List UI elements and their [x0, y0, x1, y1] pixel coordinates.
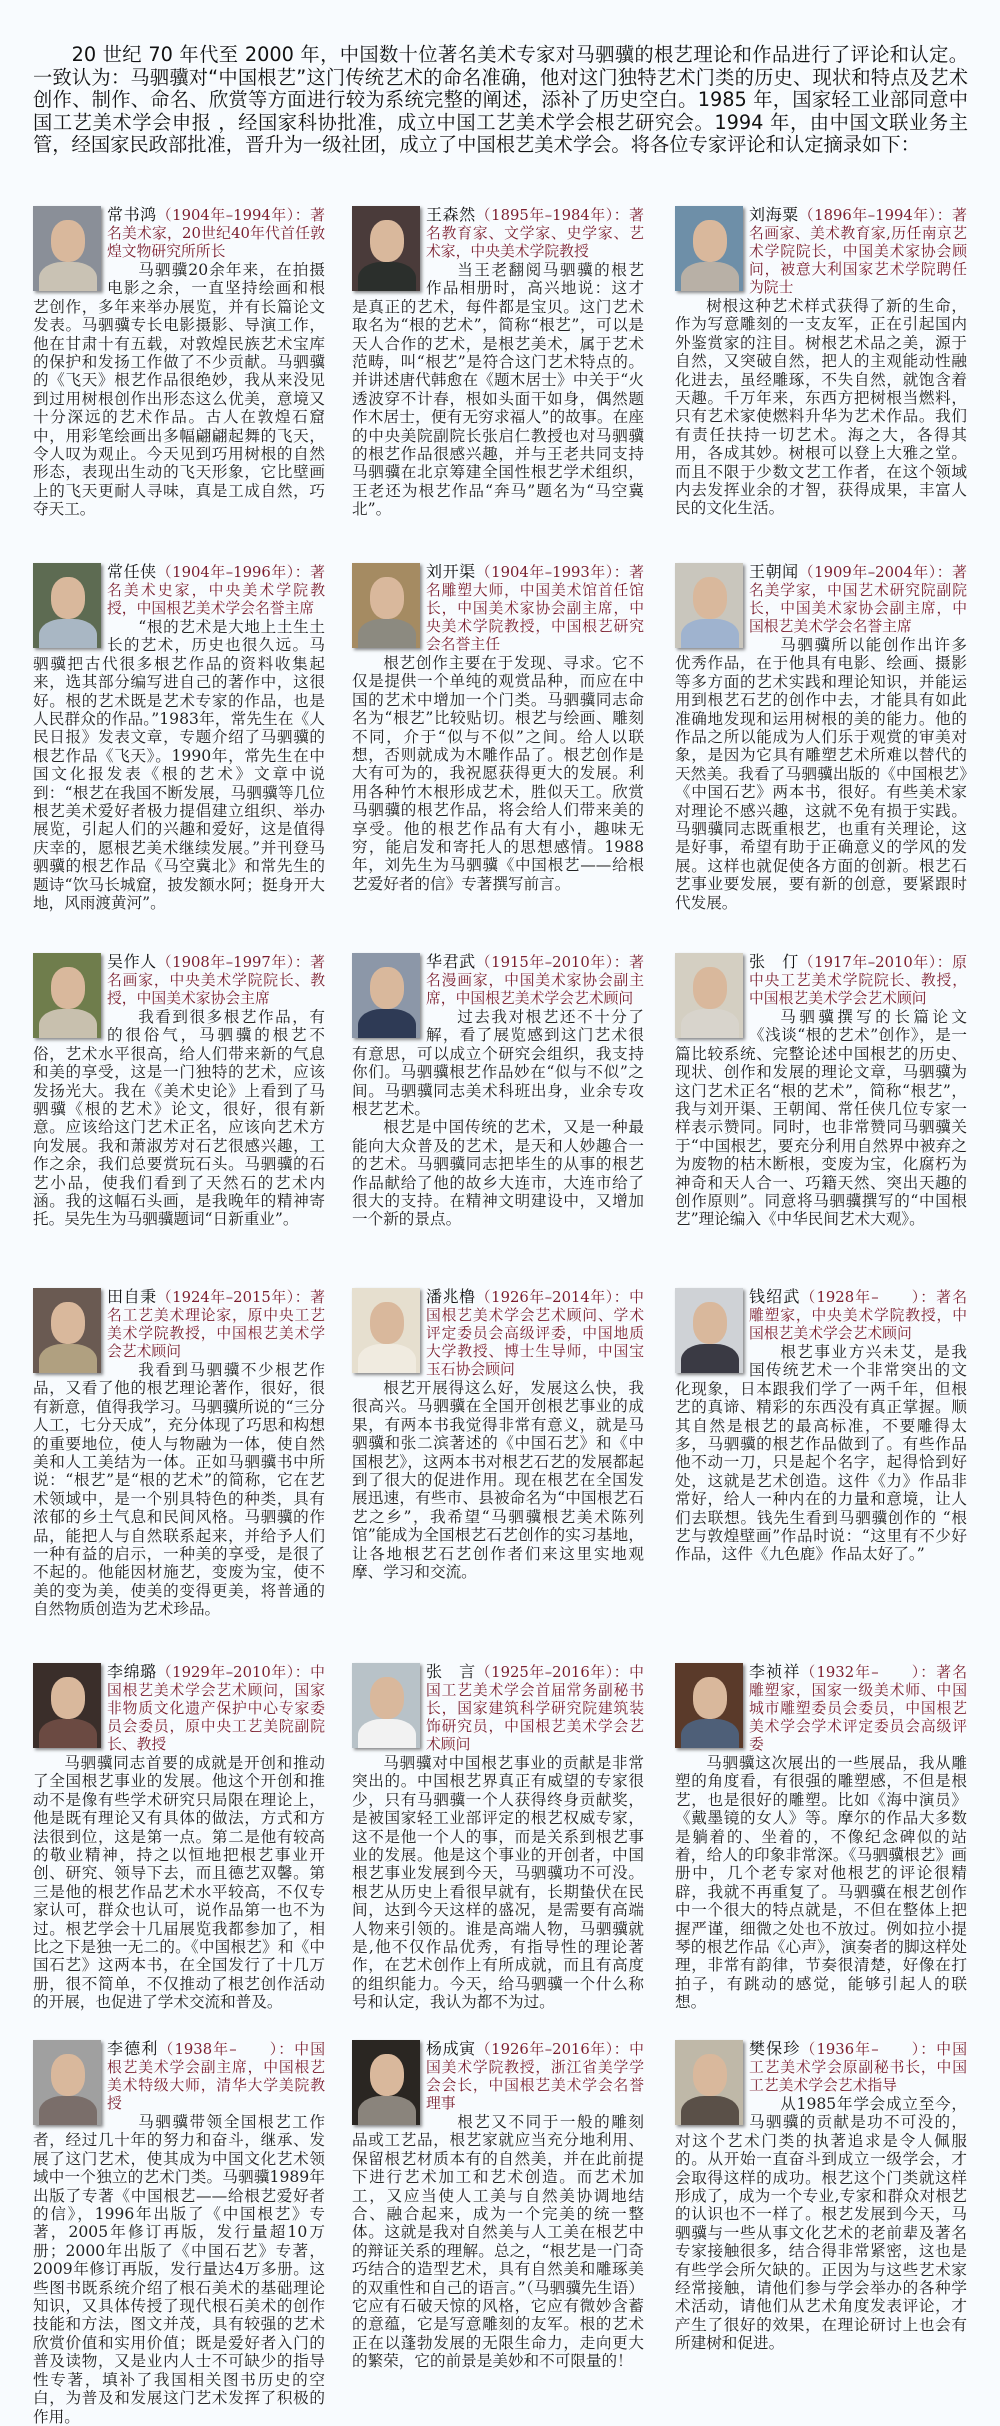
expert-card — [675, 2040, 967, 2353]
expert-dates: （1915年–2010年）： — [475, 954, 630, 971]
portrait-face — [693, 1677, 727, 1719]
expert-name: 常书鸿 — [107, 205, 157, 224]
portrait-photo — [33, 1663, 101, 1748]
expert-dates: （1926年–2016年）： — [475, 2041, 630, 2058]
portrait-face — [51, 1677, 85, 1719]
expert-dates: （1936年– ）： — [800, 2041, 937, 2058]
portrait-photo — [352, 953, 420, 1038]
expert-dates: （1929年–2010年）： — [156, 1664, 311, 1681]
expert-comment: 马驷骥同志首要的成就是开创和推动了全国根艺事业的发展。他这个开创和推动不是像有些学术研究只局限在理论上，他是既有理论又有具体的做法，方式和方法很到位，这是第一点。第二是他有较高的敬业精神，持之以恒地把根艺事业开创、研究、领导下去，而且德艺双馨。第三是他的根艺作品艺术水平较高，不仅专家认可，群众也认可，说作品第一也不为过。根艺学会十几届展览我都参加了，相比之下是独一无二的。《中国根艺》和《中国石艺》这两本书，在全国发行了十几万册，很不简单，不仅推动了根艺创作活动的开展，也促进了学术交流和普及。 — [33, 1754, 325, 2012]
portrait-face — [693, 1302, 727, 1344]
portrait-clothing — [358, 1719, 416, 1748]
portrait-photo — [33, 2040, 101, 2125]
expert-name: 华君武 — [426, 952, 476, 971]
portrait-face — [370, 967, 404, 1009]
portrait-photo — [675, 953, 743, 1038]
portrait-face — [693, 2054, 727, 2096]
expert-name: 吴作人 — [107, 952, 157, 971]
expert-title: 中国工艺美术学会首届常务副秘书长，国家建筑科学研究院建筑装饰研究员，中国根艺美术学会艺术顾问 — [426, 1664, 644, 1753]
portrait-clothing — [681, 619, 739, 648]
portrait-face — [370, 1677, 404, 1719]
expert-name: 王朝闻 — [749, 562, 799, 581]
expert-comment: 马驷骥撰写的长篇论文《浅谈“根的艺术”创作》，是一篇比较系统、完整论述中国根艺的历史、现状、创作和发展的理论文章，马驷骥为这门艺术正名“根的艺术”，简称“根艺”，我与刘开渠、王朝闻、常任侠几位专家一样表示赞同。同时，也非常赞同马驷骥关于“中国根艺，要充分利用自然界中被弃之为废物的枯木断根，变废为宝，化腐朽为神奇和天人合一、巧籍天然、突出天趣的创作原则”。同意将马驷骥撰写的“中国根艺”理论编入《中华民间艺术大观》。 — [675, 1008, 967, 1229]
portrait-clothing — [681, 1009, 739, 1038]
portrait-photo — [352, 1288, 420, 1373]
portrait-face — [370, 577, 404, 619]
expert-dates: （1904年–1996年）： — [156, 564, 311, 581]
portrait-clothing — [39, 619, 97, 648]
expert-card — [352, 1663, 644, 2012]
expert-name: 李绵璐 — [107, 1662, 157, 1681]
portrait-clothing — [39, 1009, 97, 1038]
expert-card — [352, 563, 644, 893]
portrait-face — [370, 2054, 404, 2096]
portrait-photo — [33, 206, 101, 291]
expert-card — [352, 953, 644, 1229]
expert-card — [33, 2040, 325, 2426]
expert-dates: （1938年– ）： — [158, 2041, 295, 2058]
portrait-face — [51, 1302, 85, 1344]
expert-comment: 过去我对根艺还不十分了解，看了展览感到这门艺术很有意思，可以成立个研究会组织，我支持你们。马驷骥根艺作品妙在“似与不似”之间。马驷骥同志美术科班出身，业余专攻根艺艺术。 — [352, 1008, 644, 1119]
expert-comment: 马驷骥所以能创作出许多优秀作品，在于他具有电影、绘画、摄影等多方面的艺术实践和理论知识，并能运用到根艺石艺的创作中去，才能具有如此准确地发现和运用树根的美的能力。他的作品之所以能成为人们乐于观赏的审美对象，是因为它具有雕塑艺术所难以替代的天然美。我看了马驷骥出版的《中国根艺》《中国石艺》两本书，很好。有些美术家对理论不感兴趣，这就不免有损于实践。马驷骥同志既重根艺，也重有关理论，这是好事，希望有助于正确意义的学风的发展。这样也就促使各方面的创新。根艺石艺事业要发展，要有新的创意，要紧跟时代发展。 — [675, 636, 967, 912]
expert-comment: 根艺事业方兴未艾，是我国传统艺术一个非常突出的文化现象，日本跟我们学了一两千年，但根艺的真谛、精彩的东西没有真正掌握。顺其自然是根艺的最高标准，不要雕得太多，马驷骥的根艺作品做到了。有些作品他不动一刀，只是起个名字，起得恰到好处，这就是艺术创造。这件《力》作品非常好，给人一种内在的力量和意境，让人们去联想。钱先生看到马驷骥创作的 “根艺与敦煌壁画”作品时说：“这里有不少好作品，这件《九色鹿》作品太好了。” — [675, 1343, 967, 1564]
expert-title: 著名雕塑家，国家一级美术师、中国城市雕塑委员会委员，中国根艺美术学会学术评定委员会高级评委 — [749, 1664, 967, 1753]
expert-dates: （1904年–1994年）： — [156, 207, 311, 224]
expert-card — [675, 1663, 967, 2012]
expert-comment: 根艺是中国传统的艺术，又是一种最能向大众普及的艺术，是天和人妙趣合一的艺术。马驷骥同志把毕生的从事的根艺作品献给了他的故乡大连市，大连市给了很大的支持。在精神文明建设中，又增加一个新的景点。 — [352, 1118, 644, 1229]
expert-card — [33, 563, 325, 913]
expert-card — [675, 563, 967, 912]
portrait-photo — [675, 563, 743, 648]
portrait-clothing — [358, 1344, 416, 1373]
portrait-photo — [352, 1663, 420, 1748]
expert-comment: 根艺开展得这么好，发展这么快，我很高兴。马驷骥在全国开创根艺事业的成果，有两本书我觉得非常有意义，就是马驷骥和张二滨著述的《中国石艺》和《中国根艺》，这两本书对根艺石艺的发展都起到了很大的促进作用。现在根艺在全国发展迅速，有些市、县被命名为“中国根艺石艺之乡”，我希望“马驷骥根艺美术陈列馆”能成为全国根艺石艺创作的实习基地，让各地根艺石艺创作者们来这里实地观摩、学习和交流。 — [352, 1379, 644, 1582]
expert-title: 著名雕塑大师，中国美术馆首任馆长，中国美术家协会副主席，中央美术学院教授，中国根艺研究会名誉主任 — [426, 564, 644, 653]
expert-title: 著名画家、美术教育家,历任南京艺术学院院长，中国美术家协会顾问，被意大利国家艺术学院聘任为院士 — [749, 207, 967, 296]
expert-title: 著名漫画家，中国美术家协会副主席，中国根艺美术学会艺术顾问 — [426, 954, 644, 1007]
portrait-face — [51, 220, 85, 262]
portrait-face — [370, 220, 404, 262]
expert-title: 著名雕塑家，中央美术学院教授，中国根艺美术学会艺术顾问 — [749, 1289, 967, 1342]
portrait-photo — [352, 563, 420, 648]
expert-name: 钱绍武 — [749, 1287, 801, 1306]
expert-card — [675, 953, 967, 1229]
portrait-clothing — [681, 262, 739, 291]
expert-comment: 马驷骥20余年来，在拍摄电影之余，一直坚持绘画和根艺创作，多年来举办展览，并有长篇论文发表。马驷骥专长电影摄影、导演工作，他在甘肃十有五载，对敦煌民族艺术宝库的保护和发扬工作做了不少贡献。马驷骥的《飞天》根艺作品很绝妙，我从来没见到过用树根创作出形态这么优美，意境又十分深远的艺术作品。古人在敦煌石窟中，用彩笔绘画出多幅翩翩起舞的飞天，令人叹为观止。今天见到巧用树根的自然形态，表现出生动的飞天形象，它比壁画上的飞天更耐人寻味，真是工成自然，巧夺天工。 — [33, 261, 325, 519]
intro-paragraph: 20 世纪 70 年代至 2000 年，中国数十位著名美术专家对马驷骥的根艺理论和作品进行了评论和认定。一致认为：马驷骥对“中国根艺”这门传统艺术的命名准确，他对这门独特艺术门类的历史、现状和特点及艺术创作、制作、命名、欣赏等方面进行较为系统完整的阐述，添补了历史空白。1985 年，国家轻工业部同意中国工艺美术学会申报 ，经国家科协批准，成立中国工艺美术学会根艺研究会。1994 年，由中国文联业务主管，经国家民政部批准，晋升为一级社团，成立了中国根艺美术学会。将各位专家评论和认定摘录如下： — [33, 43, 968, 156]
portrait-photo — [33, 953, 101, 1038]
expert-comment: 根艺创作主要在于发现、寻求。它不仅是提供一个单纯的观赏品种，而应在中国的艺术中增加一个门类。马驷骥同志命名为“根艺”比较贴切。根艺与绘画、雕刻不同，介于“似与不似”之间。给人以联想，否则就成为木雕作品了。根艺创作是大有可为的，我祝愿获得更大的发展。利用各种竹木根形成艺术，胜似天工。欣赏马驷骥的根艺作品，将会给人们带来美的享受。他的根艺作品有大有小，趣味无穷，能启发和寄托人的思想感情。1988年，刘先生为马驷骥《中国根艺——给根艺爱好者的信》专著撰写前言。 — [352, 654, 644, 893]
expert-dates: （1895年–1984年）： — [475, 207, 630, 224]
expert-name: 常任侠 — [107, 562, 157, 581]
expert-name: 樊保珍 — [749, 2039, 801, 2058]
expert-comment: “根的艺术是大地上土生土长的艺术，历史也很久远。马驷骥把古代很多根艺作品的资料收集起来，选其部分编写进自己的著作中，这很好。根的艺术既是艺术专家的作品，也是人民群众的作品。”1983年，常先生在《人民日报》发表文章，专题介绍了马驷骥的根艺作品《飞天》。1990年，常先生在中国文化报发表《根的艺术》文章中说到：“根艺在我国不断发展，马驷骥等几位根艺美术爱好者极力提倡建立组织、举办展览，引起人们的兴趣和爱好，这是值得庆幸的，愿根艺美术继续发展。”并刊登马驷骥的根艺作品《马空冀北》和常先生的题诗“饮马长城窟，披发额水阿；挺身开大地，风雨渡黄河”。 — [33, 618, 325, 913]
expert-comment: 根艺又不同于一般的雕刻品或工艺品，根艺家就应当充分地利用、保留根艺材质本有的自然美，并在此前提下进行艺术加工和艺术创造。而艺术加工，又应当使人工美与自然美协调地结合、融合起来，成为一个完美的统一整体。这就是我对自然美与人工美在根艺中的辩证关系的理解。总之，“根艺是一门奇巧结合的造型艺术，具有自然美和雕琢美的双重性和自己的语言。”（马驷骥先生语）它应有石破天惊的风格，它应有微妙含蓄的意蕴，它是写意雕刻的友军。根的艺术正在以蓬勃发展的无限生命力，走向更大的繁荣，它的前景是美妙和不可限量的！ — [352, 2113, 644, 2371]
expert-card — [675, 1288, 967, 1564]
expert-card — [352, 1288, 644, 1581]
portrait-photo — [352, 2040, 420, 2125]
expert-name: 刘海粟 — [749, 205, 799, 224]
expert-comment: 马驷骥这次展出的一些展品，我从雕塑的角度看，有很强的雕塑感，不但是根艺，也是很好的雕塑。比如《海中演员》《戴墨镜的女人》等。摩尔的作品大多数是躺着的、坐着的，不像纪念碑似的站着，给人的印象非常深。《马驷骥根艺》画册中，几个老专家对他根艺的评论很精辟，我就不再重复了。马驷骥在根艺创作中一个很大的特点就是，不但在整体上把握严谨，细微之处也不放过。例如拉小提琴的根艺作品《心声》，演奏者的脚这样处理，非常有韵律，节奏很清楚，好像在打拍子，有跳动的感觉，能够引起人的联想。 — [675, 1754, 967, 2012]
expert-name: 王森然 — [426, 205, 476, 224]
expert-card — [352, 2040, 644, 2371]
portrait-face — [51, 2054, 85, 2096]
expert-dates: （1926年–2014年）： — [475, 1289, 630, 1306]
portrait-photo — [675, 2040, 743, 2125]
expert-comment: 马驷骥带领全国根艺工作者，经过几十年的努力和奋斗，继承、发展了这门艺术，使其成为中国文化艺术领域中一个独立的艺术门类。马驷骥1989年出版了专著《中国根艺——给根艺爱好者的信》，1996年出版了《中国根艺》专著，2005年修订再版，发行量超10万册；2000年出版了《中国石艺》专著，2009年修订再版，发行量达4万多册。这些图书既系统介绍了根石美术的基础理论知识，又具体传授了现代根石美术的创作技能和方法，图文并茂，具有较强的艺术欣赏价值和实用价值；既是爱好者入门的普及读物，又是业内人士不可缺少的指导性专著，填补了我国相关图书历史的空白，为普及和发展这门艺术发挥了积极的作用。 — [33, 2113, 325, 2426]
expert-title: 中国美术学院教授，浙江省美学学会会长，中国根艺美术学会名誉理事 — [426, 2041, 644, 2112]
expert-comment: 我看到很多根艺作品，有的很俗气，马驷骥的根艺不俗，艺术水平很高，给人们带来新的气息和美的享受，这是一门独特的艺术，应该发扬光大。我在《美术史论》上看到了马驷骥《根的艺术》论文，很好，很有新意。应该给这门艺术正名，应该向艺术方向发展。我和萧淑芳对石艺很感兴趣，工作之余，我们总要赏玩石头。马驷骥的石艺小品，使我们看到了天然石的艺术内涵。我的这幅石头画，是我晚年的精神寄托。吴先生为马驷骥题词“日新重业”。 — [33, 1008, 325, 1229]
portrait-clothing — [39, 1344, 97, 1373]
expert-title: 原中央工艺美术学院院长、教授，中国根艺美术学会艺术顾问 — [749, 954, 967, 1007]
expert-name: 李祯祥 — [749, 1662, 801, 1681]
portrait-face — [370, 1302, 404, 1344]
expert-dates: （1924年–2015年）： — [156, 1289, 311, 1306]
portrait-photo — [33, 1288, 101, 1373]
portrait-clothing — [681, 1719, 739, 1748]
expert-comment: 从1985年学会成立至今，马驷骥的贡献是功不可没的，对这个艺术门类的执著追求是令人佩服的。从开始一直奋斗到成立一级学会，才会取得这样的成功。根艺这个门类就这样形成了，成为一个专业,专家和群众对根艺的认识也不一样了。根艺发展到今天，马驷骥与一些从事文化艺术的老前辈及著名专家接触很多，结合得非常紧密，这也是有些学会所欠缺的。正因为与这些艺术家经常接触，请他们参与学会举办的各种学术活动，请他们从艺术角度发表评论，才产生了很好的效果，在理论研讨上也会有所建树和促进。 — [675, 2095, 967, 2353]
portrait-clothing — [39, 2096, 97, 2125]
expert-name: 潘兆橹 — [426, 1287, 476, 1306]
expert-name: 田自秉 — [107, 1287, 157, 1306]
portrait-clothing — [358, 262, 416, 291]
expert-title: 著名美术家，20世纪40年代首任敦煌文物研究所所长 — [107, 207, 325, 260]
portrait-clothing — [39, 1719, 97, 1748]
expert-dates: （1909年–2004年）： — [798, 564, 953, 581]
portrait-face — [693, 967, 727, 1009]
expert-card — [33, 206, 325, 519]
expert-title: 中国根艺美术学会副主席，中国根艺美术特级大师，清华大学美院教授 — [107, 2041, 325, 2112]
expert-title: 著名教育家、文学家、史学家、艺术家，中央美术学院教授 — [426, 207, 644, 260]
portrait-clothing — [39, 262, 97, 291]
expert-name: 张 仃 — [749, 952, 799, 971]
expert-title: 著名工艺美术理论家，原中央工艺美术学院教授，中国根艺美术学会艺术顾问 — [107, 1289, 325, 1360]
portrait-clothing — [681, 2096, 739, 2125]
expert-comment: 马驷骥对中国根艺事业的贡献是非常突出的。中国根艺界真正有威望的专家很少，只有马驷骥一个人获得终身贡献奖，是被国家轻工业部评定的根艺权威专家，这不是他一个人的事，而是关系到根艺事业的发展。他是这个事业的开创者，中国根艺事业发展到今天，马驷骥功不可没。根艺从历史上看很早就有，长期蛰伏在民间，达到今天这样的盛况，是需要有高端人物来引领的。谁是高端人物，马驷骥就是,他不仅作品优秀，有指导性的理论著作，在艺术创作上有所成就，而且有高度的组织能力。今天，给马驷骥一个什么称号和认定，我认为都不为过。 — [352, 1754, 644, 2012]
expert-name: 杨成寅 — [426, 2039, 476, 2058]
expert-card — [33, 1663, 325, 2012]
expert-dates: （1928年– ）： — [800, 1289, 937, 1306]
expert-dates: （1932年– ）： — [800, 1664, 937, 1681]
portrait-face — [693, 220, 727, 262]
portrait-photo — [352, 206, 420, 291]
expert-dates: （1904年–1993年）： — [475, 564, 630, 581]
expert-card — [675, 206, 967, 518]
portrait-face — [51, 967, 85, 1009]
expert-dates: （1896年–1994年）： — [798, 207, 953, 224]
expert-dates: （1917年–2010年）： — [798, 954, 953, 971]
expert-comment: 树根这种艺术样式获得了新的生命，作为写意雕刻的一支友军，正在引起国内外鉴赏家的注目。树根艺术品之美，源于自然，又突破自然，把人的主观能动性融化进去，虽经雕琢，不失自然，就饱含着天趣。千万年来，东西方把树根当燃料，只有艺术家使燃料升华为艺术作品。我们有责任扶持一切艺术。海之大，各得其用，各成其妙。树根可以登上大雅之堂。而且不限于少数文艺工作者，在这个领域内去发挥业余的才智，获得成果，丰富人民的文化生活。 — [675, 297, 967, 518]
portrait-face — [51, 577, 85, 619]
expert-card — [352, 206, 644, 519]
expert-dates: （1925年–2016年）： — [475, 1664, 630, 1681]
expert-name: 刘开渠 — [426, 562, 476, 581]
portrait-photo — [675, 1288, 743, 1373]
portrait-face — [693, 577, 727, 619]
expert-card — [33, 1288, 325, 1619]
portrait-photo — [675, 1663, 743, 1748]
expert-title: 中国根艺美术学会艺术顾问，国家非物质文化遗产保护中心专家委员会委员，原中央工艺美院副院长、教授 — [107, 1664, 325, 1753]
portrait-clothing — [358, 2096, 416, 2125]
portrait-photo — [33, 563, 101, 648]
expert-title: 著名画家，中央美术学院院长、教授，中国美术家协会主席 — [107, 954, 325, 1007]
expert-title: 中国根艺美术学会艺术顾问、学术评定委员会高级评委，中国地质大学教授、博士生导师，中国宝玉石协会顾问 — [426, 1289, 644, 1378]
expert-title: 著名美术史家，中央美术学院教授，中国根艺美术学会名誉主席 — [107, 564, 325, 617]
expert-name: 李德利 — [107, 2039, 159, 2058]
portrait-clothing — [358, 1009, 416, 1038]
portrait-clothing — [681, 1344, 739, 1373]
expert-name: 张 言 — [426, 1662, 476, 1681]
expert-comment: 当王老翻阅马驷骥的根艺作品相册时，高兴地说：这才是真正的艺术，每件都是宝贝。这门艺术取名为“根的艺术”，简称“根艺”，可以是天人合作的艺术，是根艺美术，属于艺术范畴，叫“根艺”是符合这门艺术特点的。并讲述唐代韩愈在《题木居士》中关于“火透波穿不计春，根如头面干如身，偶然题作木居士，便有无穷求福人”的故事。在座的中央美院副院长张启仁教授也对马驷骥的根艺作品很感兴趣，并与王老共同支持马驷骥在北京筹建全国性根艺学术组织，王老还为根艺作品“奔马”题名为“马空冀北”。 — [352, 261, 644, 519]
expert-card — [33, 953, 325, 1229]
portrait-clothing — [358, 619, 416, 648]
expert-dates: （1908年–1997年）： — [156, 954, 311, 971]
expert-title: 中国工艺美术学会原副秘书长，中国工艺美术学会艺术指导 — [749, 2041, 967, 2094]
expert-comment: 我看到马驷骥不少根艺作品，又看了他的根艺理论著作，很好，很有新意，值得我学习。马驷骥所说的“三分人工，七分天成”，充分体现了巧思和构想的重要地位，使人与物融为一体，使自然美和人工美结为一体。正如马驷骥书中所说：“根艺”是“根的艺术”的简称，它在艺术领域中，是一个别具特色的种类，具有浓郁的乡土气息和民间风格。马驷骥的作品，能把人与自然联系起来，并给予人们一种有益的启示，一种美的享受，是很了不起的。他能因材施艺，变废为宝，使不美的变为美，使美的变得更美，将普通的自然物质创造为艺术珍品。 — [33, 1361, 325, 1619]
portrait-photo — [675, 206, 743, 291]
expert-title: 著名美学家，中国艺术研究院副院长，中国美术家协会副主席，中国根艺美术学会名誉主席 — [749, 564, 967, 635]
